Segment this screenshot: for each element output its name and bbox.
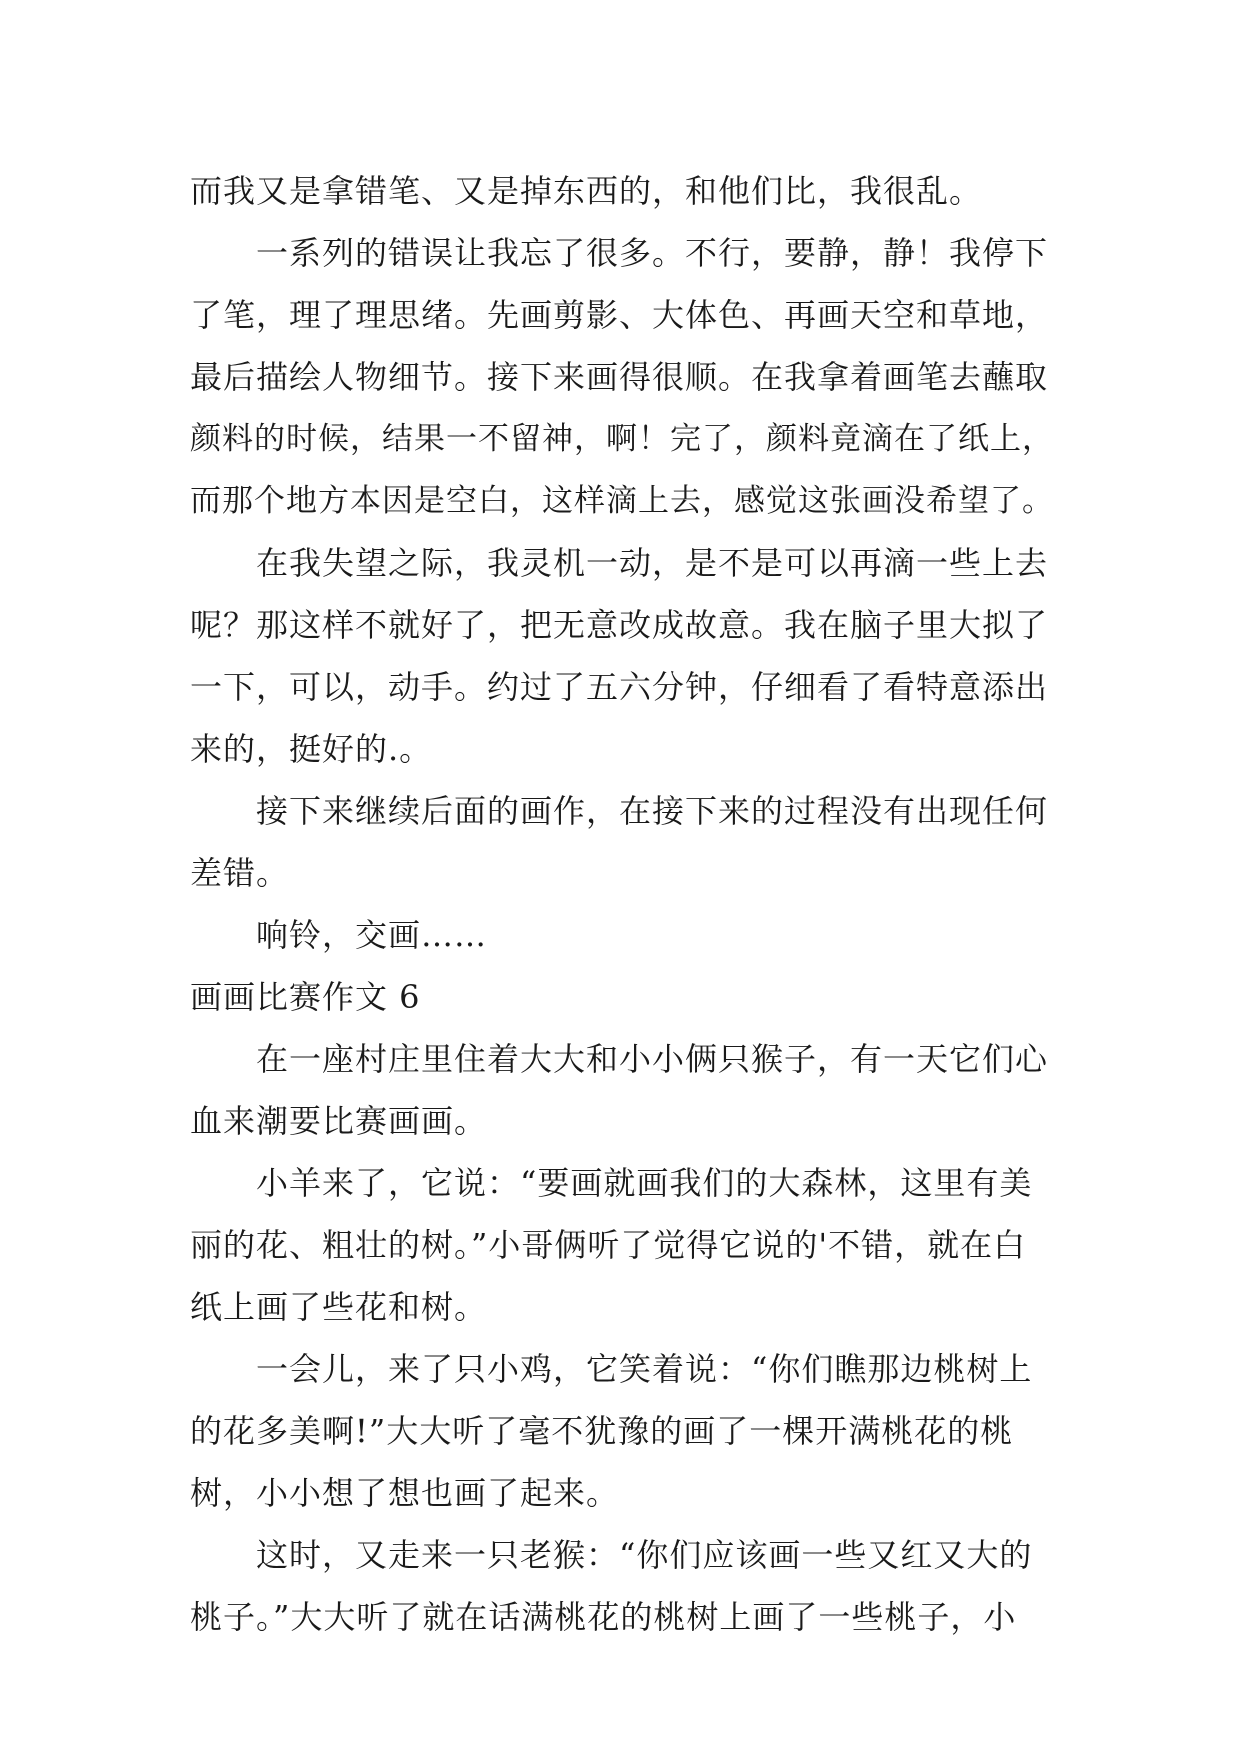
text-line: 最后描绘人物细节。接下来画得很顺。在我拿着画笔去蘸取	[190, 358, 1049, 396]
text-line: 响铃，交画……	[256, 916, 488, 954]
text-line: 树，小小想了想也画了起来。	[190, 1474, 620, 1512]
text-line: 一下，可以，动手。约过了五六分钟，仔细看了看特意添出	[190, 668, 1049, 706]
text-line: 接下来继续后面的画作，在接下来的过程没有出现任何	[256, 792, 1049, 830]
text-line: 一会儿，来了只小鸡，它笑着说：“你们瞧那边桃树上	[256, 1350, 1033, 1388]
text-line: 在一座村庄里住着大大和小小俩只猴子，有一天它们心	[256, 1040, 1049, 1078]
text-line: 血来潮要比赛画画。	[190, 1102, 488, 1140]
text-line: 一系列的错误让我忘了很多。不行，要静，静！我停下	[256, 234, 1049, 272]
text-line: 了笔，理了理思绪。先画剪影、大体色、再画天空和草地，	[190, 296, 1049, 334]
text-line: 而那个地方本因是空白，这样滴上去，感觉这张画没希望了。	[190, 483, 1054, 519]
text-line: 纸上画了些花和树。	[190, 1288, 488, 1326]
text-line: 差错。	[190, 854, 290, 892]
text-line: 呢？那这样不就好了，把无意改成故意。我在脑子里大拟了	[190, 606, 1049, 644]
section-heading: 画画比赛作文 6	[190, 978, 421, 1016]
text-line: 颜料的时候，结果一不留神，啊！完了，颜料竟滴在了纸上，	[190, 421, 1054, 457]
text-line: 丽的花、粗壮的树。”小哥俩听了觉得它说的'不错，就在白	[190, 1226, 1027, 1264]
text-line: 桃子。”大大听了就在话满桃花的桃树上画了一些桃子，小	[190, 1598, 1017, 1636]
text-line: 的花多美啊!”大大听了毫不犹豫的画了一棵开满桃花的桃	[190, 1412, 1014, 1450]
text-line: 而我又是拿错笔、又是掉东西的，和他们比，我很乱。	[190, 172, 983, 210]
text-line: 小羊来了，它说：“要画就画我们的大森林，这里有美	[256, 1164, 1033, 1202]
text-line: 这时，又走来一只老猴：“你们应该画一些又红又大的	[256, 1536, 1033, 1574]
text-line: 在我失望之际，我灵机一动，是不是可以再滴一些上去	[256, 544, 1049, 582]
text-line: 来的，挺好的.。	[190, 730, 433, 768]
document-body	[190, 160, 1060, 1648]
